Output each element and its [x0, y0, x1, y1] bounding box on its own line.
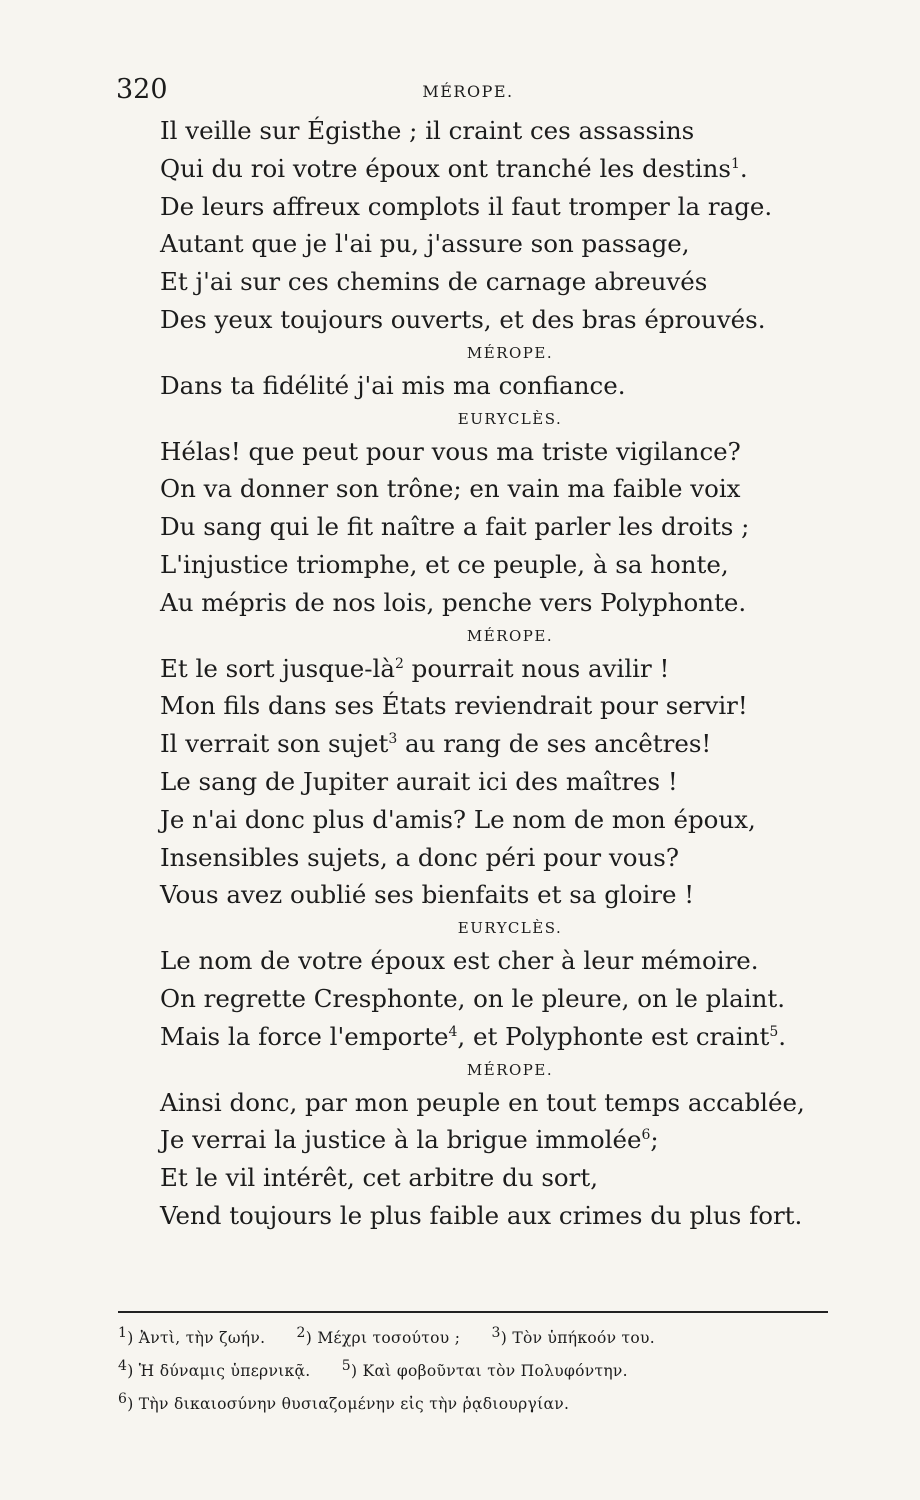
speaker-name: EURYCLÈS. — [457, 919, 563, 938]
verse-line: Il verrait son sujet$^3$ au rang de ses ancêtres! — [160, 729, 712, 759]
footnote-marker: 5 — [769, 1023, 779, 1040]
speaker-name: EURYCLÈS. — [457, 409, 563, 428]
verse-line: Ainsi donc, par mon peuple en tout temps accablée, — [160, 1087, 805, 1117]
verse-line: Qui du roi votre époux ont tranché les destins$^1$. — [160, 153, 748, 183]
verse-line: Dans ta fidélité j'ai mis ma confiance. — [160, 370, 626, 400]
footnote: $^6$) Τὴν δικαιοσύνην θυσιαζομένην εἰς τὴν ῥᾳδιουργίαν. — [118, 1390, 570, 1413]
footnote-marker: 4 — [448, 1023, 458, 1040]
verse-line: Insensibles sujets, a donc péri pour vous? — [160, 842, 679, 872]
verse-line: Vous avez oublié ses bienfaits et sa gloire ! — [160, 880, 695, 910]
verse-line: Et le vil intérêt, cet arbitre du sort, — [160, 1163, 598, 1193]
footnote-marker: 1 — [730, 155, 740, 172]
verse-line: Mais la force l'emporte$^4$, et Polyphonte est craint$^5$. — [160, 1021, 787, 1051]
verse-line: Vend toujours le plus faible aux crimes du plus fort. — [160, 1200, 803, 1230]
verse-line: Je verrai la justice à la brigue immolée$^6$; — [160, 1125, 659, 1155]
footnote-marker: 3 — [388, 731, 398, 747]
footnote: $^5$) Καὶ φοβοῦνται τὸν Πολυφόντην. — [341, 1357, 628, 1380]
verse-line: Le nom de votre époux est cher à leur mémoire. — [160, 946, 759, 976]
footnote-marker: 6 — [641, 1127, 651, 1144]
page-header — [116, 74, 820, 110]
verse-line: L'injustice triomphe, et ce peuple, à sa honte, — [160, 549, 729, 579]
verse-line: Et j'ai sur ces chemins de carnage abreuvés — [160, 267, 708, 297]
speaker-name: MÉROPE. — [466, 343, 554, 362]
footnote: $^2$) Μέχρι τοσούτου ; — [296, 1324, 461, 1347]
footnote: $^1$) Ἀντὶ, τὴν ζωήν. — [118, 1324, 266, 1347]
speaker-name: MÉROPE. — [466, 626, 554, 645]
verse-line: Je n'ai donc plus d'amis? Le nom de mon époux, — [160, 804, 756, 834]
verse-line: Mon fils dans ses États reviendrait pour servir! — [160, 691, 748, 721]
verse-line: On regrette Cresphonte, on le pleure, on le plaint. — [160, 983, 786, 1013]
page-number: 320 — [116, 74, 168, 105]
verse-line: Des yeux toujours ouverts, et des bras éprouvés. — [160, 304, 766, 334]
verse-line: Il veille sur Égisthe ; il craint ces assassins — [160, 116, 695, 145]
verse-line: Le sang de Jupiter aurait ici des maîtres ! — [160, 766, 678, 796]
footnote: $^3$) Τὸν ὑπήκοόν του. — [491, 1324, 655, 1347]
footnote: $^4$) Ἡ δύναμις ὑπερνικᾷ. — [118, 1357, 311, 1380]
speaker-name: MÉROPE. — [466, 1060, 554, 1079]
verse-line: Au mépris de nos lois, penche vers Polyphonte. — [160, 587, 747, 617]
footnotes — [118, 1322, 828, 1421]
verse-text — [160, 112, 840, 1235]
verse-line: De leurs affreux complots il faut tromper la rage. — [160, 191, 773, 221]
verse-line: Hélas! que peut pour vous ma triste vigilance? — [160, 436, 741, 466]
running-title: MÉROPE. — [422, 82, 514, 101]
verse-line: Et le sort jusque-$là^2$ pourrait nous avilir ! — [160, 653, 670, 683]
footnote-rule — [118, 1311, 828, 1313]
verse-line: Du sang qui le fit naître a fait parler les droits ; — [160, 512, 750, 542]
verse-line: Autant que je l'ai pu, j'assure son passage, — [160, 229, 690, 259]
verse-line: On va donner son trône; en vain ma faible voix — [160, 474, 741, 504]
footnote-marker: 2 — [394, 655, 404, 672]
